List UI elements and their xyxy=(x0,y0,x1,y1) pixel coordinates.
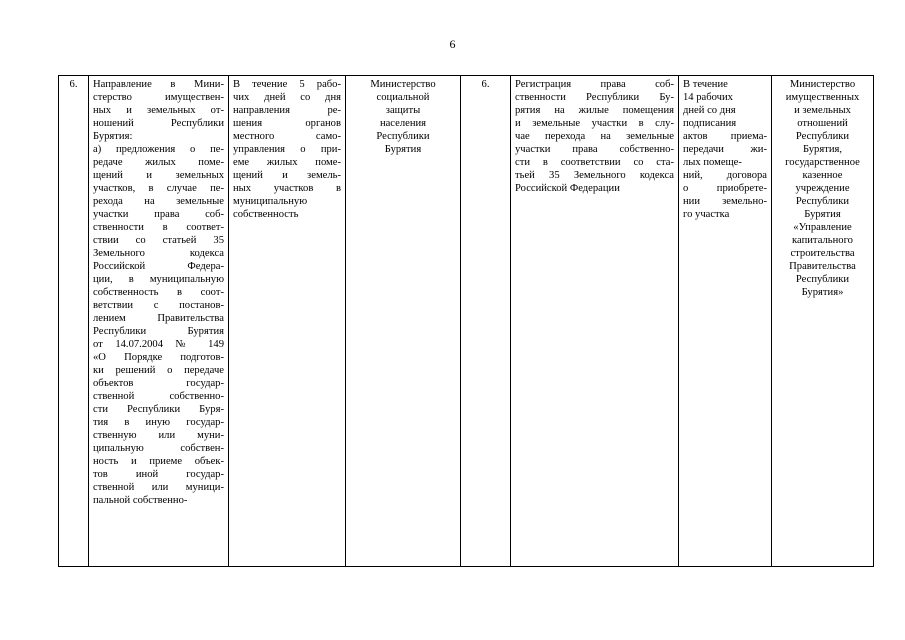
text-line: ки решений о передаче xyxy=(93,365,224,376)
text-line: и земельных xyxy=(794,105,851,116)
text-line: лых помеще- xyxy=(683,157,742,168)
text-line: Правительства xyxy=(789,261,856,272)
row-number-right: 6. xyxy=(461,76,511,567)
text-line: В течение xyxy=(683,79,728,90)
measure-term xyxy=(233,78,341,221)
text-line: ветствии с постанов- xyxy=(93,300,224,311)
text-line: сти Республики Буря- xyxy=(93,404,224,415)
text-line: защиты xyxy=(385,105,421,116)
text-line: управления о при- xyxy=(233,144,341,155)
text-line: ции, в муниципальную xyxy=(93,274,224,285)
text-line: Республики xyxy=(376,131,430,142)
text-line: ственную или муни- xyxy=(93,430,224,441)
text-line: местного само- xyxy=(233,131,341,142)
result-executor-cell xyxy=(772,76,874,567)
result-term xyxy=(683,78,767,221)
text-line: объектов государ- xyxy=(93,378,224,389)
text-line: участков, в случае пе- xyxy=(93,183,224,194)
result-executor xyxy=(776,78,869,299)
text-line: Направление в Мини- xyxy=(93,79,224,90)
text-line: Республики Бурятия xyxy=(93,326,224,337)
text-line: Регистрация права соб- xyxy=(515,79,674,90)
text-line: «О Порядке подготов- xyxy=(93,352,224,363)
text-line: чих дней со дня xyxy=(233,92,341,103)
text-line: собственность xyxy=(233,209,299,220)
page-number: 6 xyxy=(449,37,456,51)
text-line: Республики xyxy=(795,131,850,142)
text-line: муниципальную xyxy=(233,196,308,207)
text-line: 14 рабочих xyxy=(683,92,733,103)
measure-description xyxy=(93,78,224,507)
text-line: дней со дня xyxy=(683,105,736,116)
text-line: ний, договора xyxy=(683,170,767,181)
text-line: го участка xyxy=(683,209,730,220)
text-line: щений и земельных xyxy=(93,170,224,181)
text-line: тьей 35 Земельного кодекса xyxy=(515,170,674,181)
text-line: казенное xyxy=(802,170,843,181)
text-line: тия в иную государ- xyxy=(93,417,224,428)
text-line: Бурятия: xyxy=(93,131,133,142)
text-line: учреждение xyxy=(795,183,850,194)
text-line: Республики xyxy=(795,274,850,285)
text-line: ственной или муници- xyxy=(93,482,224,493)
measure-term-cell xyxy=(229,76,346,567)
text-line: сти в соответствии со ста- xyxy=(515,157,674,168)
text-line: имущественных xyxy=(785,92,860,103)
measure-executor-cell xyxy=(346,76,461,567)
text-line: редаче жилых поме- xyxy=(93,157,224,168)
text-line: рехода на земельные xyxy=(93,196,224,207)
text-line: о приобрете- xyxy=(683,183,767,194)
text-line: тов иной государ- xyxy=(93,469,224,480)
text-line: ствии со статьей 35 xyxy=(93,235,224,246)
text-line: а) предложения о пе- xyxy=(93,144,224,155)
text-line: Бурятия» xyxy=(801,287,844,298)
text-line: подписания xyxy=(683,118,737,129)
text-line: направления ре- xyxy=(233,105,341,116)
text-line: Бурятия, xyxy=(802,144,843,155)
result-description xyxy=(515,78,674,195)
text-line: участки права собственно- xyxy=(515,144,674,155)
text-line: рятия на жилые помещения xyxy=(515,105,674,116)
text-line: и земельные участки в слу- xyxy=(515,118,674,129)
result-term-cell xyxy=(679,76,772,567)
text-line: Российской Федерации xyxy=(515,183,620,194)
text-line: щений и земель- xyxy=(233,170,341,181)
text-line: участки права соб- xyxy=(93,209,224,220)
text-line: от 14.07.2004 № 149 xyxy=(93,339,224,350)
text-line: актов приема- xyxy=(683,131,767,142)
text-line: чае перехода на земельные xyxy=(515,131,674,142)
text-line: социальной xyxy=(376,92,430,103)
text-line: ципальную собствен- xyxy=(93,443,224,454)
text-line: В течение 5 рабо- xyxy=(233,79,341,90)
result-description-cell xyxy=(511,76,679,567)
row-number-left: 6. xyxy=(59,76,89,567)
measure-executor xyxy=(350,78,456,156)
text-line: Министерство xyxy=(789,79,856,90)
text-line: нии земельно- xyxy=(683,196,767,207)
text-line: ственности в соответ- xyxy=(93,222,224,233)
text-line: отношений xyxy=(797,118,848,129)
table-row xyxy=(59,76,874,567)
text-line: государственное xyxy=(785,157,860,168)
text-line: еме жилых поме- xyxy=(233,157,341,168)
text-line: шения органов xyxy=(233,118,341,129)
text-line: строительства xyxy=(790,248,855,259)
text-line: Бурятия xyxy=(384,144,422,155)
text-line: стерство имуществен- xyxy=(93,92,224,103)
text-line: пальной собственно- xyxy=(93,495,188,506)
text-line: лением Правительства xyxy=(93,313,224,324)
text-line: ственности Республики Бу- xyxy=(515,92,674,103)
text-line: собственность в соот- xyxy=(93,287,224,298)
text-line: Республики xyxy=(795,196,850,207)
text-line: капитального xyxy=(792,235,853,246)
text-line: «Управление xyxy=(793,222,852,233)
text-line: Бурятия xyxy=(804,209,841,220)
text-line: передачи жи- xyxy=(683,144,767,155)
text-line: ность и приеме объек- xyxy=(93,456,224,467)
measure-description-cell xyxy=(89,76,229,567)
measures-table xyxy=(58,75,874,567)
text-line: Министерство xyxy=(370,79,436,90)
text-line: ственной собственно- xyxy=(93,391,224,402)
text-line: Российской Федера- xyxy=(93,261,224,272)
text-line: ных участков в xyxy=(233,183,341,194)
text-line: Земельного кодекса xyxy=(93,248,224,259)
text-line: ношений Республики xyxy=(93,118,224,129)
text-line: ных и земельных от- xyxy=(93,105,224,116)
text-line: населения xyxy=(379,118,427,129)
